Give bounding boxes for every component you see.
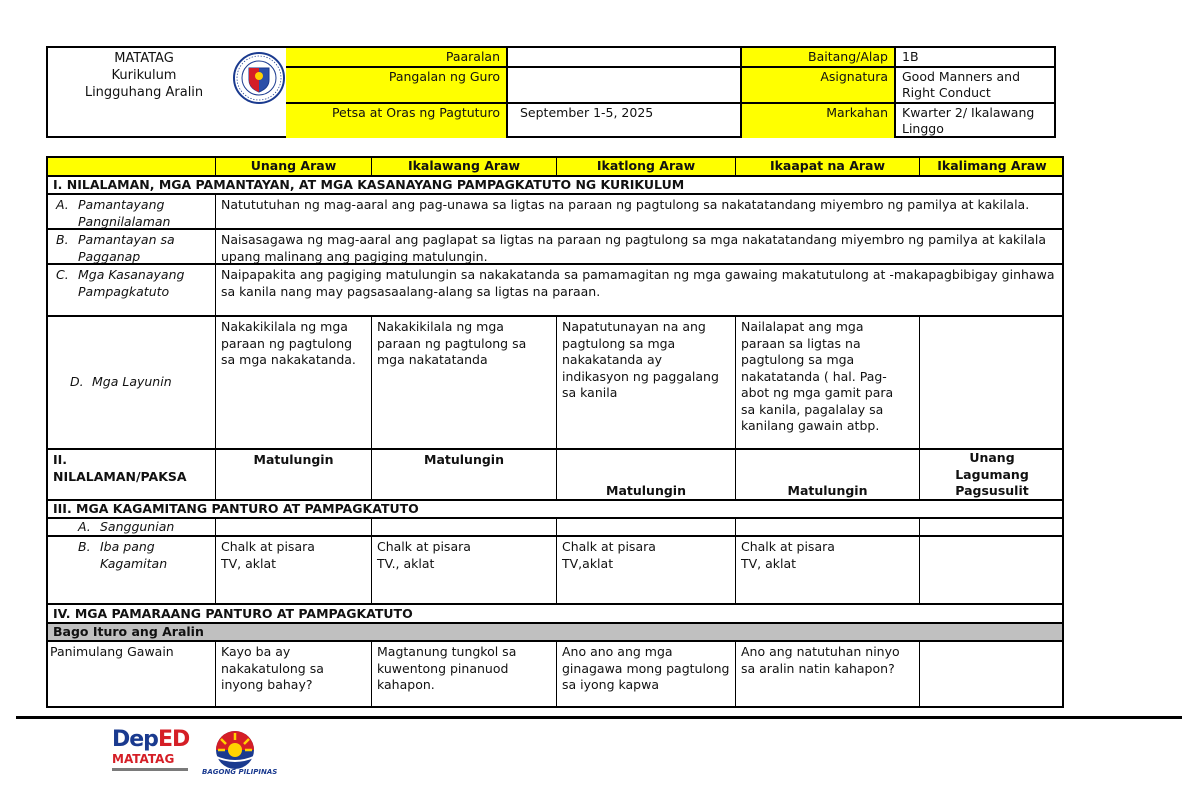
objective-day-4: Nailalapat ang mga paraan sa ligtas na pagtulong sa mga nakatatanda ( hal. Pag-abot ng mga gamit para sa kanila, pagalalay sa kanilang gawain atbp. [736, 317, 920, 450]
materials-day-2-line-1: Chalk at pisara [377, 539, 471, 554]
subject-day-4: Matulungin [736, 450, 920, 501]
school-value[interactable] [508, 48, 742, 68]
date-label: Petsa at Oras ng Pagtuturo [286, 104, 508, 138]
section-1c-text: Naipapakita ang pagiging matulungin sa nakakatanda sa pamamagitan ng mga gawaing makatutulong at -makapagbibigay ginhawa sa kanila nang may pagsasaalang-alang sa ligtas na paraan. [216, 265, 1064, 317]
section-3a-label-text: Sanggunian [100, 519, 175, 534]
materials-day-1-line-1: Chalk at pisara [221, 539, 315, 554]
date-value[interactable]: September 1-5, 2025 [508, 104, 742, 138]
section-1a-label [48, 195, 216, 230]
footer-divider [16, 716, 1182, 719]
subject-day-5: Unang Lagumang Pagsusulit [920, 450, 1064, 501]
section-3a-label [48, 519, 216, 537]
materials-day-4 [736, 537, 920, 605]
materials-day-2-line-2: TV., aklat [377, 555, 435, 571]
section-2-title: II. NILALAMAN/PAKSA [48, 450, 216, 501]
intro-activity-day-2: Magtanung tungkol sa kuwentong pinanuod kahapon. [372, 642, 557, 708]
section-1a-text: Natututuhan ng mag-aaral ang pag-unawa sa ligtas na paraan ng pagtulong sa nakatatandang miyembro ng pamilya at kakilala. [216, 195, 1064, 230]
section-3-title: III. MGA KAGAMITANG PANTURO AT PAMPAGKATUTO [48, 501, 1064, 519]
reference-day-5 [920, 519, 1064, 537]
teacher-label: Pangalan ng Guro [286, 68, 508, 104]
intro-activity-day-1: Kayo ba ay nakakatulong sa inyong bahay? [216, 642, 372, 708]
day-header-3: Ikatlong Araw [557, 158, 736, 177]
header-title-line-1: MATATAG [114, 51, 174, 66]
bagong-pilipinas-logo [200, 728, 284, 780]
intro-activity-day-5 [920, 642, 1064, 708]
header-title [60, 50, 228, 101]
bagong-pilipinas-text: BAGONG PILIPINAS [202, 768, 278, 776]
logo-tagline-bar [112, 768, 188, 771]
section-1b-label [48, 230, 216, 265]
quarter-value[interactable]: Kwarter 2/ Ikalawang Linggo [896, 104, 1056, 138]
quarter-label: Markahan [742, 104, 896, 138]
materials-day-1 [216, 537, 372, 605]
materials-day-3-line-2: TV,aklat [562, 555, 614, 571]
section-3a-letter: A. [78, 519, 91, 534]
subject-day-1: Matulungin [216, 450, 372, 501]
materials-day-4-line-2: TV, aklat [741, 555, 797, 571]
objective-day-2: Nakakikilala ng mga paraan ng pagtulong sa mga nakatatanda [372, 317, 557, 450]
materials-day-2 [372, 537, 557, 605]
day-header-blank [48, 158, 216, 177]
header-title-line-2: Kurikulum [111, 68, 177, 83]
weekly-lesson-table [46, 156, 1064, 708]
section-4-title: IV. MGA PAMARAANG PANTURO AT PAMPAGKATUTO [48, 605, 1064, 624]
materials-day-5 [920, 537, 1064, 605]
reference-day-3 [557, 519, 736, 537]
deped-logo-text: DepED [112, 727, 190, 752]
section-1d-letter: D. [70, 374, 84, 390]
section-1c-label-text: Mga Kasanayang Pampagkatuto [78, 267, 185, 299]
section-1a-letter: A. [56, 197, 69, 212]
section-1d-label [48, 317, 216, 450]
school-label: Paaralan [286, 48, 508, 68]
objective-day-1: Nakakikilala ng mga paraan ng pagtulong sa mga nakakatanda. [216, 317, 372, 450]
section-1d-label-text: Mga Layunin [92, 374, 172, 390]
subject-label: Asignatura [742, 68, 896, 104]
section-1c-label [48, 265, 216, 317]
grade-value[interactable]: 1B [896, 48, 1056, 68]
day-header-2: Ikalawang Araw [372, 158, 557, 177]
objective-day-3: Napatutunayan na ang pagtulong sa mga nakakatanda ay indikasyon ng paggalang sa kanila [557, 317, 736, 450]
reference-day-1 [216, 519, 372, 537]
intro-activity-label: Panimulang Gawain [48, 642, 216, 708]
section-1c-letter: C. [56, 267, 69, 282]
subject-value[interactable]: Good Manners and Right Conduct [896, 68, 1056, 104]
materials-day-4-line-1: Chalk at pisara [741, 539, 835, 554]
lesson-header [46, 46, 1056, 138]
grade-label: Baitang/Alap [742, 48, 896, 68]
deped-seal-icon [233, 52, 285, 104]
subject-day-3: Matulungin [557, 450, 736, 501]
materials-day-3-line-1: Chalk at pisara [562, 539, 656, 554]
section-3b-letter: B. [78, 539, 91, 554]
header-logo-area [48, 48, 288, 136]
subject-day-2: Matulungin [372, 450, 557, 501]
section-3b-label [48, 537, 216, 605]
day-header-1: Unang Araw [216, 158, 372, 177]
bagong-pilipinas-sun-icon [200, 728, 270, 770]
materials-day-1-line-2: TV, aklat [221, 555, 277, 571]
intro-activity-day-4: Ano ang natutuhan ninyo sa aralin natin kahapon? [736, 642, 920, 708]
objective-day-5 [920, 317, 1064, 450]
teacher-value[interactable] [508, 68, 742, 104]
section-4-subheader: Bago Ituro ang Aralin [48, 624, 1064, 642]
section-1b-letter: B. [56, 232, 69, 247]
reference-day-4 [736, 519, 920, 537]
section-1-title: I. NILALAMAN, MGA PAMANTAYAN, AT MGA KASANAYANG PAMPAGKATUTO NG KURIKULUM [48, 177, 1064, 195]
matatag-logo-text: MATATAG [112, 752, 175, 766]
section-1b-label-text: Pamantayan sa Pagganap [78, 232, 175, 264]
header-title-line-3: Lingguhang Aralin [84, 85, 204, 100]
section-1b-text: Naisasagawa ng mag-aaral ang paglapat sa ligtas na paraan ng pagtulong sa mga nakatatandang miyembro ng pamilya at kakilala upang malinang ang pagiging matulungin. [216, 230, 1064, 265]
materials-day-3 [557, 537, 736, 605]
section-3b-label-text: Iba pang Kagamitan [100, 539, 168, 571]
section-1a-label-text: Pamantayang Pangnilalaman [78, 197, 171, 229]
reference-day-2 [372, 519, 557, 537]
deped-matatag-logo [112, 728, 192, 778]
day-header-4: Ikaapat na Araw [736, 158, 920, 177]
intro-activity-day-3: Ano ano ang mga ginagawa mong pagtulong sa iyong kapwa [557, 642, 736, 708]
day-header-5: Ikalimang Araw [920, 158, 1064, 177]
